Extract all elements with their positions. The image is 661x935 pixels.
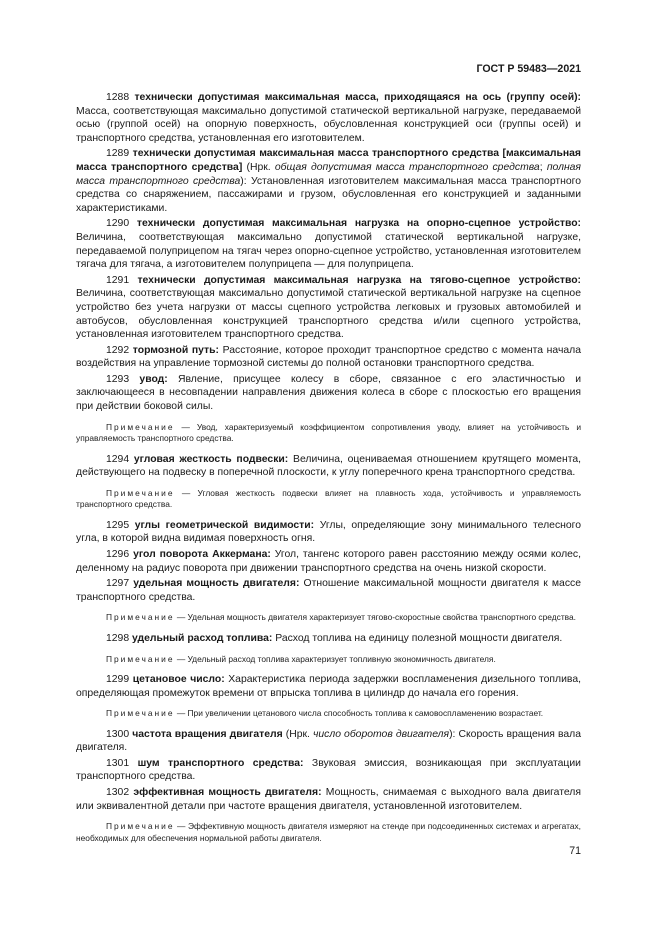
- term-entry: [76, 217, 581, 271]
- term-entry: [76, 147, 581, 215]
- term-definition: Масса, соответствующая максимально допустимой статической вертикальной нагрузке, передаваемой осью (группой осей) на опорную поверхность, обусловленная конструкцией оси (группы осей) и транспортного средства, установленная его изготовителем.: [76, 105, 581, 144]
- note-text: — Удельный расход топлива характеризует топливную экономичность двигателя.: [176, 653, 496, 664]
- term-number: 1297: [106, 578, 130, 590]
- note-text: — Увод, характеризуемый коэффициентом сопротивления уводу, влияет на устойчивость и управляемость транспортного средства.: [76, 421, 582, 444]
- note-text: — Удельная мощность двигателя характеризует тягово-скоростные свойства транспортного средства.: [176, 612, 576, 623]
- term-number: 1298: [106, 632, 130, 644]
- term-entry: [76, 274, 581, 342]
- term-number: 1296: [106, 549, 130, 561]
- term-definition: Расход топлива на единицу полезной мощности двигателя.: [272, 632, 563, 644]
- term-definition: Величина, соответствующая максимально допустимой статической вертикальной нагрузке, передаваемой полуприцепом на тягач через опорно-сцепное устройство, установленная изготовителем тягача для тягача, а изготовителем полуприцепа — для полуприцепа.: [76, 231, 581, 271]
- term-definition: Углы, определяющие зону минимального телесного угла, в которой видна видимая поверхность огня.: [76, 519, 582, 545]
- note-text: — При увеличении цетанового числа способность топлива к самовоспламенению возрастает.: [176, 708, 544, 719]
- term-title: шум транспортного средства:: [137, 757, 304, 769]
- term-note: [76, 422, 581, 445]
- term-title: увод:: [139, 373, 168, 385]
- term-title: частота вращения двигателя: [132, 728, 283, 740]
- note-text: — Эффективную мощность двигателя измеряют на стенде при подсоединенных системах и агрегатах, необходимых для обеспечения нормальной работы двигателя.: [76, 821, 581, 843]
- term-title: удельный расход топлива:: [132, 632, 273, 644]
- deprecated-term: общая допустимая масса транспортного средства: [274, 161, 540, 173]
- term-number: 1295: [106, 519, 130, 531]
- term-definition: Величина, оцениваемая отношением крутящего момента, действующего на подвеску в поперечной плоскости, к углу поперечного крена транспортного средства.: [76, 453, 582, 479]
- term-number: 1293: [106, 373, 130, 385]
- term-number: 1300: [106, 728, 130, 740]
- term-title: угловая жесткость подвески:: [133, 453, 289, 465]
- deprecated-term: число оборотов двигателя: [312, 728, 450, 740]
- term-title: технически допустимая максимальная масса, приходящаяся на ось (группу осей):: [134, 92, 582, 103]
- deprecated-suffix: ):: [449, 728, 456, 740]
- term-entry: [76, 519, 581, 546]
- term-number: 1294: [106, 453, 130, 465]
- term-definition: Явление, присущее колесу в сборе, связанное с его эластичностью и заключающееся в несовпадении направления движения колеса в сборе с плоскостью его вращения при действии боковой силы.: [76, 373, 581, 413]
- document-standard-id: ГОСТ Р 59483—2021: [476, 63, 581, 75]
- term-note: [76, 654, 581, 666]
- term-note: [76, 821, 581, 844]
- note-label: Примечание: [106, 487, 175, 498]
- note-text: — Угловая жесткость подвески влияет на плавность хода, устойчивость и управляемость транспортного средства.: [76, 487, 581, 510]
- term-title: тормозной путь:: [132, 344, 219, 356]
- term-title: технически допустимая максимальная нагрузка на тягово-сцепное устройство:: [137, 274, 582, 286]
- term-definition: Величина, соответствующая максимально допустимой статической вертикальной нагрузке на сцепное устройство без учета нагрузки от массы сцепного устройства легковых и грузовых автомобилей и автобусов, обусловленная конструкцией транспортного средства и/или сцепного устройства, установленная изготовителем транспортного средства.: [76, 288, 581, 341]
- note-label: Примечание: [106, 821, 175, 832]
- term-entry: [76, 373, 581, 414]
- term-definition: Характеристика периода задержки воспламенения дизельного топлива, определяющая промежуток времени от впрыска топлива в цилиндр до начала его горения.: [76, 674, 581, 699]
- term-entry: [76, 344, 581, 371]
- deprecated-prefix: (Нрк.: [282, 728, 313, 740]
- term-title: технически допустимая максимальная нагрузка на опорно-сцепное устройство:: [136, 218, 581, 230]
- term-title: удельная мощность двигателя:: [133, 578, 300, 590]
- note-label: Примечание: [106, 708, 175, 719]
- term-entry: [76, 786, 581, 813]
- note-label: Примечание: [106, 653, 175, 664]
- term-number: 1288: [106, 92, 130, 103]
- term-entry: [76, 548, 581, 575]
- term-number: 1292: [106, 344, 130, 356]
- term-definition: Звуковая эмиссия, возникающая при эксплуатации транспортного средства.: [76, 757, 581, 783]
- deprecated-prefix: (Нрк.: [242, 161, 275, 173]
- term-number: 1289: [106, 148, 130, 160]
- term-entry: [76, 453, 581, 480]
- deprecated-separator: ;: [539, 161, 547, 173]
- term-title: цетановое число:: [132, 674, 225, 685]
- term-number: 1302: [106, 787, 130, 799]
- term-title: углы геометрической видимости:: [134, 519, 315, 531]
- term-note: [76, 488, 581, 511]
- term-entry: [76, 577, 581, 604]
- term-definition: Расстояние, которое проходит транспортное средство с момента начала воздействия на управление тормозной системы до полной остановки транспортного средства.: [76, 344, 582, 370]
- term-definition: Установленная изготовителем максимальная масса транспортного средства со снаряжением, пассажирами и грузом, обусловленная его конструкцией и заданными характеристиками.: [76, 175, 581, 214]
- term-entry: [76, 91, 581, 145]
- term-definition: Угол, тангенс которого равен расстоянию между осями колес, деленному на радиус поворота при движении транспортного средства на очень низкой скорости.: [76, 549, 581, 574]
- note-label: Примечание: [106, 421, 175, 432]
- term-title: технически допустимая максимальная масса транспортного средства [максимальная масса транспортного средства]: [76, 148, 581, 173]
- term-title: угол поворота Аккермана:: [133, 549, 271, 561]
- term-number: 1299: [106, 674, 130, 685]
- term-entry: [76, 757, 581, 784]
- term-note: [76, 708, 581, 720]
- term-note: [76, 612, 581, 624]
- term-entry: [76, 728, 581, 755]
- term-title: эффективная мощность двигателя:: [133, 787, 322, 799]
- term-number: 1301: [106, 757, 130, 769]
- term-number: 1291: [106, 274, 130, 286]
- note-label: Примечание: [106, 612, 175, 623]
- term-definition: Отношение максимальной мощности двигателя к массе транспортного средства.: [76, 578, 581, 603]
- deprecated-term-2: полная масса транспортного средства: [76, 161, 581, 187]
- term-entry: [76, 632, 581, 646]
- term-number: 1290: [106, 218, 130, 230]
- page-number: 71: [569, 845, 581, 857]
- term-entry: [76, 673, 581, 700]
- deprecated-suffix: ):: [240, 175, 247, 187]
- term-definition: Скорость вращения вала двигателя.: [76, 728, 581, 754]
- term-definition: Мощность, снимаемая с выходного вала двигателя или эквивалентной детали при частоте вращения двигателя, установленной изготовителем.: [76, 787, 581, 812]
- terms-list: [76, 91, 581, 852]
